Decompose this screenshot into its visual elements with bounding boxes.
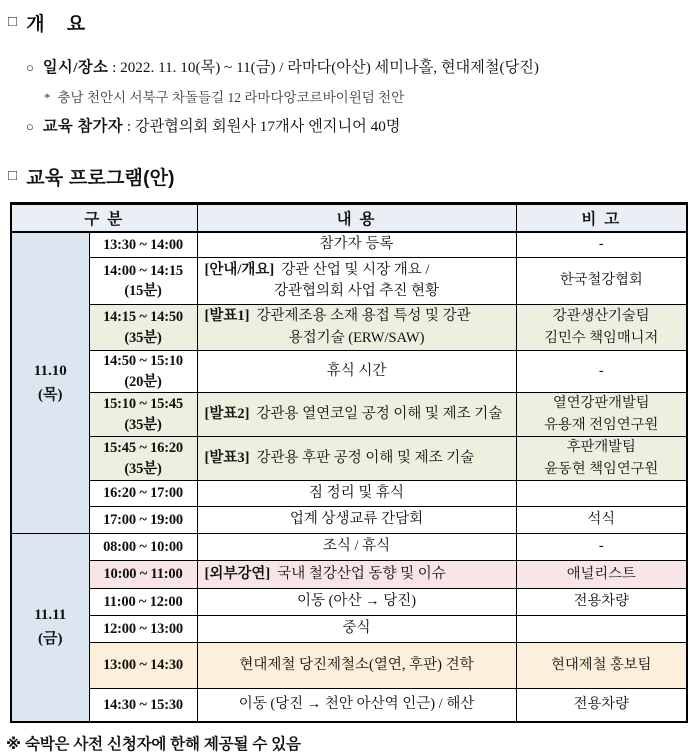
asterisk-icon: *: [44, 90, 51, 105]
participants-value: 강관협의회 회원사 17개사 엔지니어 40명: [134, 118, 401, 135]
time-cell: 14:15 ~ 14:50 (35분): [89, 305, 197, 351]
note-cell: 현대제철 홍보팀: [516, 643, 687, 689]
schedule-row: [11, 589, 687, 616]
schedule-row: [11, 351, 687, 393]
program-schedule-table: [10, 202, 688, 723]
schedule-row: [11, 437, 687, 481]
content-cell: 휴식 시간: [197, 351, 516, 393]
header-row: [11, 204, 687, 232]
schedule-row: [11, 507, 687, 534]
time-cell: 10:00 ~ 11:00: [89, 561, 197, 589]
program-heading: [8, 163, 688, 190]
day-weekday: (금): [38, 631, 63, 648]
content-cell: 중식: [197, 616, 516, 643]
overview-heading-text: 개 요: [26, 14, 86, 35]
note-cell: -: [516, 232, 687, 258]
day-cell: [11, 534, 89, 722]
day-date: 11.10: [33, 362, 67, 379]
day-cell: [11, 232, 89, 534]
participants-label: 교육 참가자: [42, 118, 124, 135]
circle-bullet-icon: ○: [26, 60, 34, 75]
note-cell: [516, 481, 687, 507]
time-cell: 16:20 ~ 17:00: [89, 481, 197, 507]
schedule-row: [11, 393, 687, 437]
note-cell: 전용차량: [516, 689, 687, 722]
schedule-row: [11, 561, 687, 589]
day-weekday: (목): [38, 386, 63, 403]
content-cell: 참가자 등록: [197, 232, 516, 258]
content-cell: [발표3] 강관용 후판 공정 이해 및 제조 기술: [197, 437, 516, 481]
schedule-row: [11, 232, 687, 258]
header-note: 비 고: [516, 204, 687, 232]
program-heading-text: 교육 프로그램(안): [26, 168, 175, 189]
note-cell: 열연강판개발팀 유용재 전임연구원: [516, 393, 687, 437]
time-cell: 15:45 ~ 16:20 (35분): [89, 437, 197, 481]
content-cell: 짐 정리 및 휴식: [197, 481, 516, 507]
note-cell: 후판개발팀 윤동현 책임연구원: [516, 437, 687, 481]
time-cell: 14:30 ~ 15:30: [89, 689, 197, 722]
schedule-row: [11, 258, 687, 305]
content-cell: [외부강연] 국내 철강산업 동향 및 이슈: [197, 561, 516, 589]
header-content: 내 용: [197, 204, 516, 232]
date-location-line: [26, 56, 688, 77]
note-cell: 애널리스트: [516, 561, 687, 589]
note-cell: 전용차량: [516, 589, 687, 616]
document: [0, 9, 688, 754]
content-cell: 현대제철 당진제철소(열연, 후판) 견학: [197, 643, 516, 689]
square-bullet-icon: □: [8, 13, 18, 30]
time-cell: 08:00 ~ 10:00: [89, 534, 197, 561]
date-location-label: 일시/장소: [42, 59, 109, 76]
colon-separator: :: [108, 59, 121, 76]
note-cell: [516, 616, 687, 643]
header-category: 구 분: [11, 204, 197, 232]
schedule-row: [11, 481, 687, 507]
address-subnote: [44, 86, 688, 106]
note-cell: -: [516, 351, 687, 393]
schedule-row: [11, 689, 687, 722]
note-cell: -: [516, 534, 687, 561]
schedule-row: [11, 643, 687, 689]
note-cell: 한국철강협회: [516, 258, 687, 305]
time-cell: 17:00 ~ 19:00: [89, 507, 197, 534]
content-cell: 이동 (아산 → 당진): [197, 589, 516, 616]
participants-line: [26, 115, 688, 136]
schedule-row: [11, 534, 687, 561]
date-location-value: 2022. 11. 10(목) ~ 11(금) / 라마다(아산) 세미나홀, 현대제철(당진): [120, 59, 539, 76]
content-cell: 이동 (당진 → 천안 아산역 인근) / 해산: [197, 689, 516, 722]
content-cell: [안내/개요] 강관 산업 및 시장 개요 / 강관협의회 사업 추진 현황: [197, 258, 516, 305]
colon-separator: :: [123, 118, 135, 135]
content-cell: 조식 / 휴식: [197, 534, 516, 561]
note-cell: 강관생산기술팀 김민수 책임매니저: [516, 305, 687, 351]
accommodation-note: ※ 숙박은 사전 신청자에 한해 제공될 수 있음: [6, 735, 301, 753]
time-cell: 12:00 ~ 13:00: [89, 616, 197, 643]
time-cell: 14:00 ~ 14:15 (15분): [89, 258, 197, 305]
time-cell: 13:30 ~ 14:00: [89, 232, 197, 258]
time-cell: 11:00 ~ 12:00: [89, 589, 197, 616]
content-cell: [발표1] 강관제조용 소재 용접 특성 및 강관 용접기술 (ERW/SAW): [197, 305, 516, 351]
circle-bullet-icon: ○: [26, 119, 34, 134]
address-text: 충남 천안시 서북구 차돌들길 12 라마다앙코르바이윈덤 천안: [57, 90, 405, 105]
square-bullet-icon: □: [8, 167, 18, 184]
schedule-row: [11, 616, 687, 643]
content-cell: 업계 상생교류 간담회: [197, 507, 516, 534]
time-cell: 13:00 ~ 14:30: [89, 643, 197, 689]
day-date: 11.11: [34, 607, 67, 624]
time-cell: 14:50 ~ 15:10 (20분): [89, 351, 197, 393]
time-cell: 15:10 ~ 15:45 (35분): [89, 393, 197, 437]
overview-heading: [8, 9, 688, 36]
note-cell: 석식: [516, 507, 687, 534]
schedule-row: [11, 305, 687, 351]
content-cell: [발표2] 강관용 열연코일 공정 이해 및 제조 기술: [197, 393, 516, 437]
